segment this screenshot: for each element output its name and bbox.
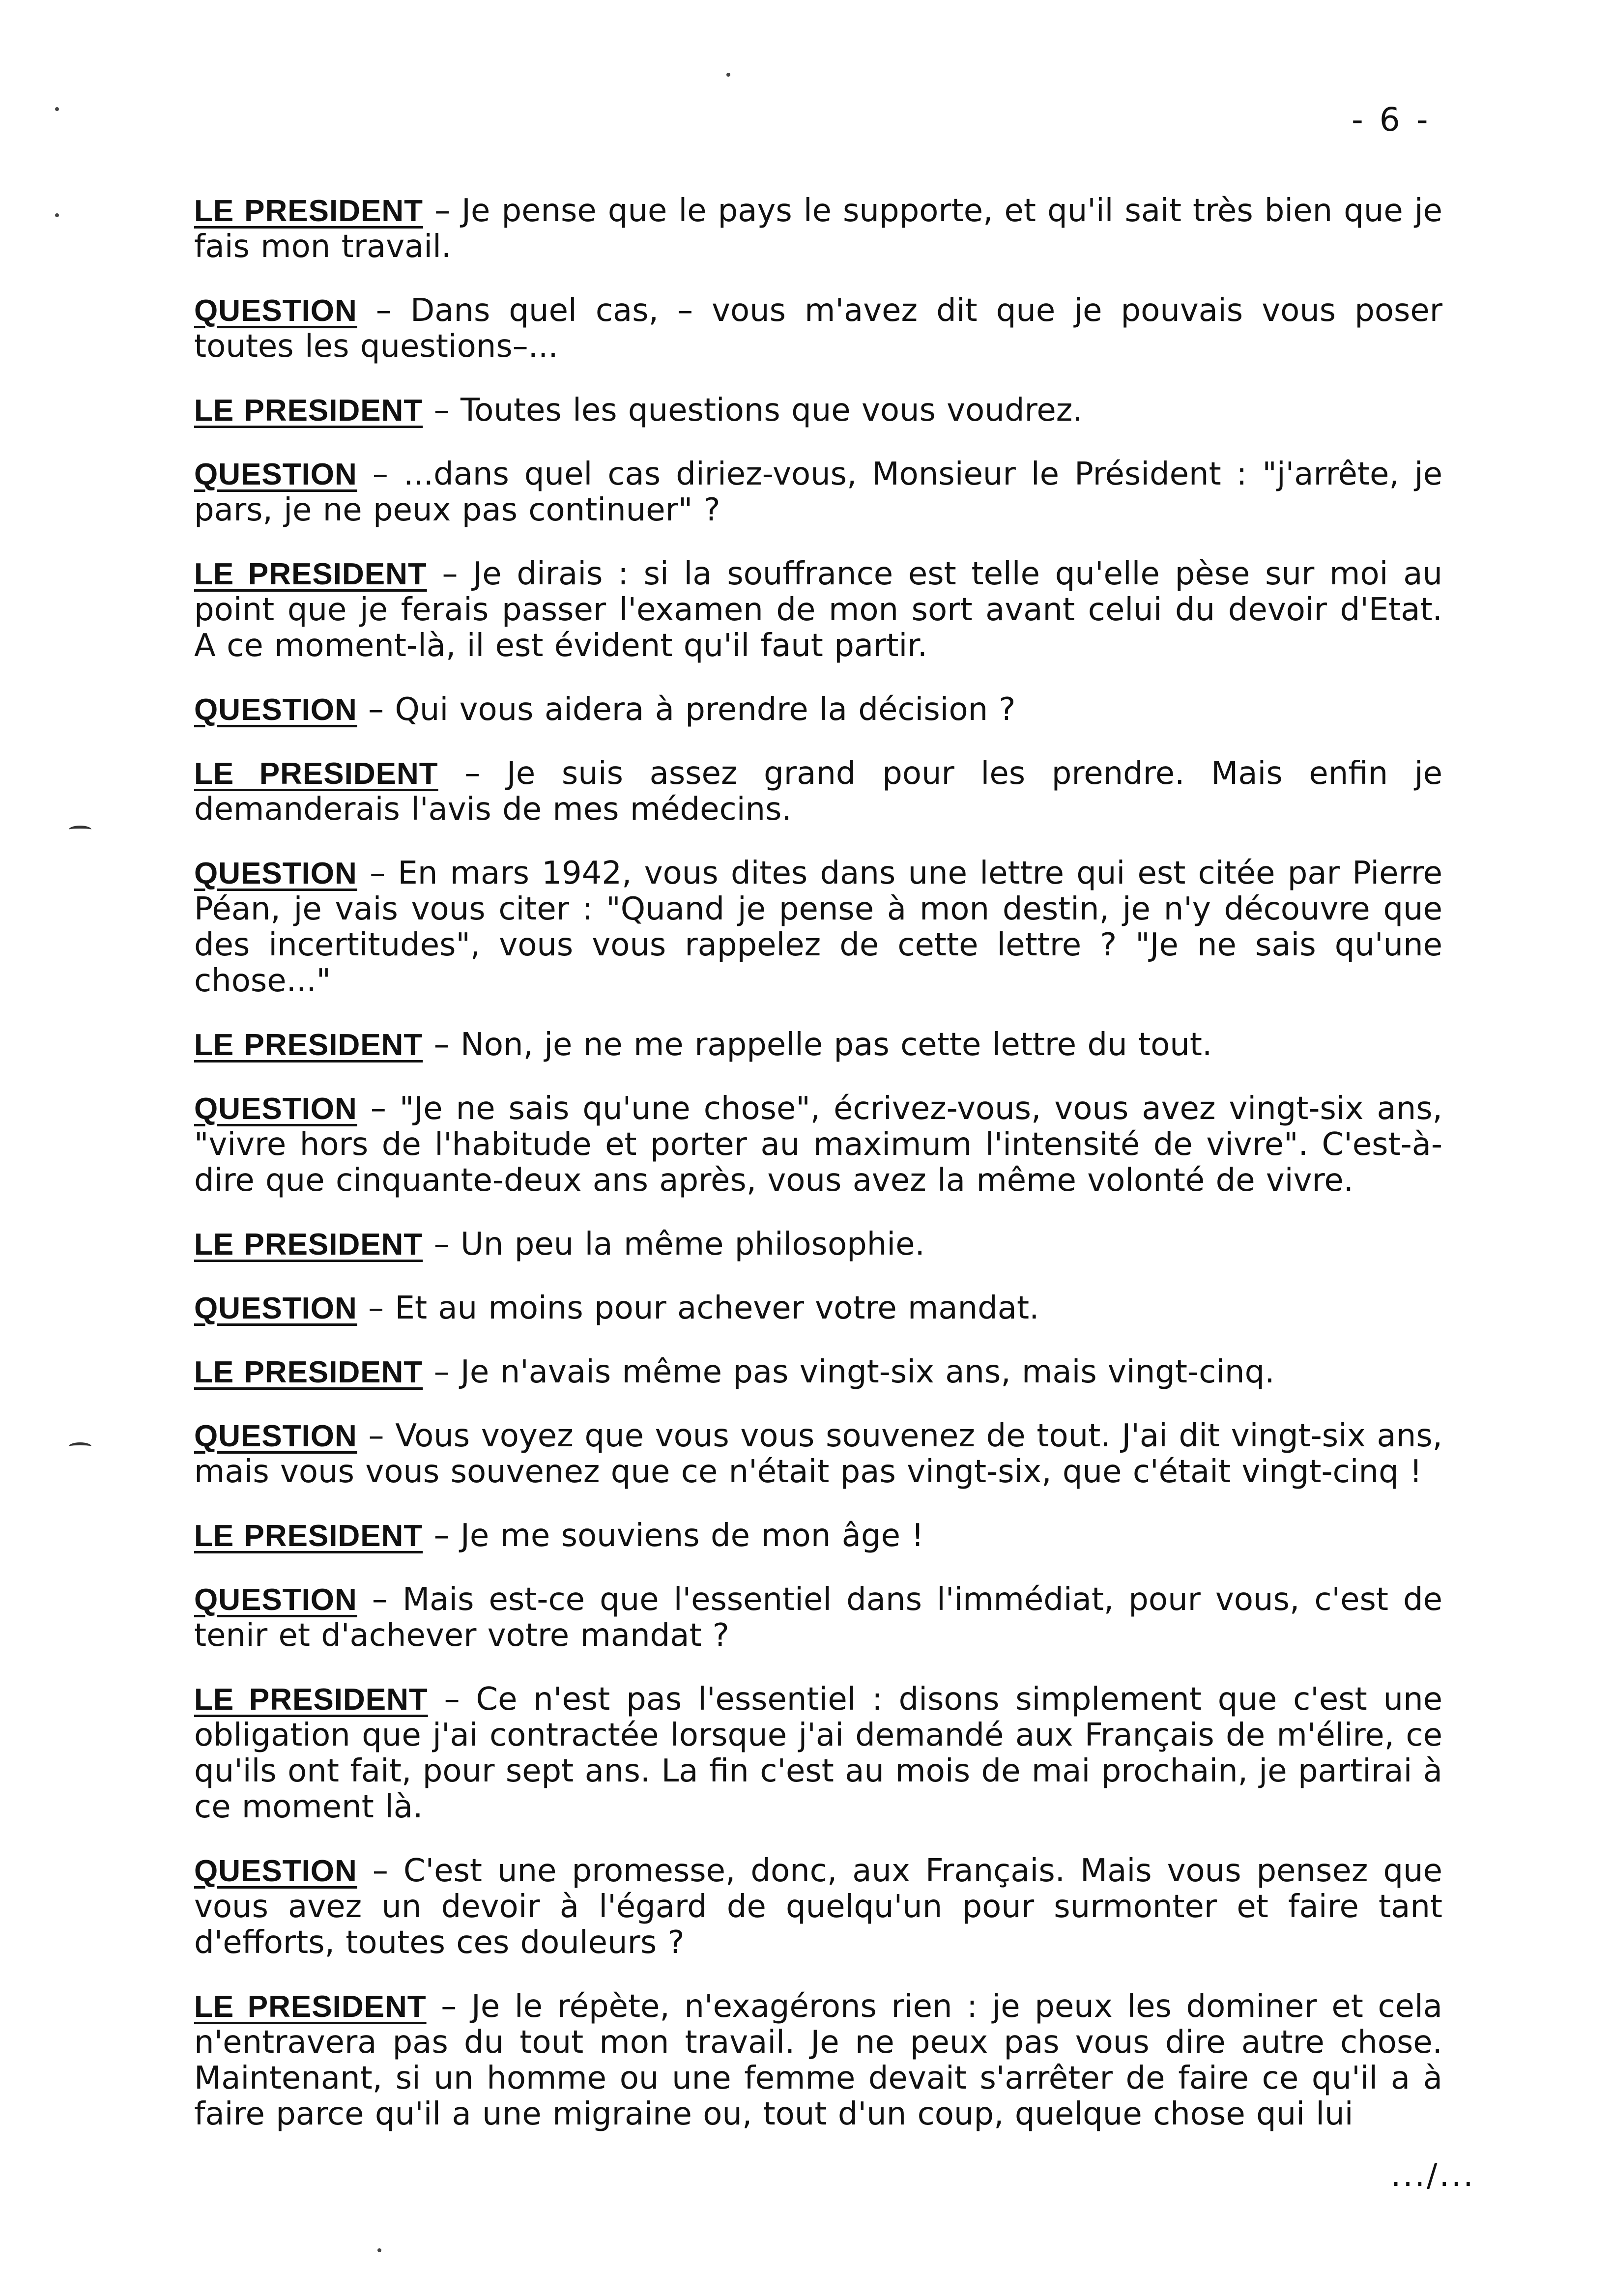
- speaker-separator: –: [438, 755, 507, 792]
- entry-text: Non, je ne me rappelle pas cette lettre du tout.: [460, 1027, 1212, 1063]
- speaker-separator: –: [423, 1027, 461, 1063]
- entry-text: "Je ne sais qu'une chose", écrivez-vous, vous avez vingt-six ans, "vivre hors de l'habitude et porter au maximum l'intensité de vivre". C'est-à-dire que cinquante-deux ans après, vous avez la même volonté de vivre.: [194, 1091, 1443, 1199]
- entry-text: Dans quel cas, – vous m'avez dit que je pouvais vous poser toutes les questions–...: [194, 292, 1443, 365]
- speaker-label: LE PRESIDENT: [194, 557, 427, 591]
- entry-text: C'est une promesse, donc, aux Français. Mais vous pensez que vous avez un devoir à l'égard de quelqu'un pour surmonter et faire tant d'efforts, toutes ces douleurs ?: [194, 1853, 1443, 1961]
- speaker-label: LE PRESIDENT: [194, 1228, 423, 1262]
- transcript-entry: [194, 1853, 1442, 1961]
- scan-dot: [726, 73, 730, 77]
- entry-text: Ce n'est pas l'essentiel : disons simplement que c'est une obligation que j'ai contractée lorsque j'ai demandé aux Français de m'élire, ce qu'ils ont fait, pour sept ans. La fin c'est au mois de mai prochain, je partirai à ce moment là.: [194, 1681, 1443, 1825]
- speaker-label: LE PRESIDENT: [194, 1990, 427, 2024]
- speaker-label: QUESTION: [194, 294, 357, 328]
- transcript-entry: [194, 393, 1442, 429]
- entry-text: Je dirais : si la souffrance est telle qu'elle pèse sur moi au point que je ferais passer l'examen de mon sort avant celui du devoir d'Etat. A ce moment-là, il est évident qu'il faut partir.: [194, 556, 1443, 664]
- continuation-mark: .../...: [1391, 2157, 1475, 2194]
- transcript-entry: [194, 293, 1442, 365]
- speaker-separator: –: [357, 1853, 403, 1889]
- speaker-separator: –: [423, 1226, 461, 1263]
- speaker-label: LE PRESIDENT: [194, 194, 424, 228]
- speaker-separator: –: [423, 392, 461, 429]
- transcript-entry: [194, 1027, 1442, 1063]
- speaker-separator: –: [426, 1988, 471, 2025]
- speaker-separator: –: [427, 556, 473, 592]
- speaker-label: QUESTION: [194, 1092, 357, 1126]
- page-number: - 6 -: [1352, 101, 1431, 139]
- speaker-separator: –: [423, 1518, 461, 1554]
- speaker-label: LE PRESIDENT: [194, 1519, 423, 1553]
- transcript-entry: [194, 1291, 1442, 1326]
- entry-text: Je n'avais même pas vingt-six ans, mais vingt-cinq.: [460, 1354, 1275, 1390]
- transcript-entry: [194, 1682, 1442, 1825]
- transcript-entry: [194, 457, 1442, 528]
- speaker-separator: –: [357, 855, 398, 891]
- speaker-separator: –: [423, 1354, 461, 1390]
- speaker-separator: –: [357, 1290, 395, 1326]
- transcript-entry: [194, 856, 1442, 999]
- entry-text: Je pense que le pays le supporte, et qu'il sait très bien que je fais mon travail.: [194, 193, 1442, 265]
- entry-text: Mais est-ce que l'essentiel dans l'immédiat, pour vous, c'est de tenir et d'achever votre mandat ?: [194, 1581, 1443, 1654]
- entry-text: Vous voyez que vous vous souvenez de tout. J'ai dit vingt-six ans, mais vous vous souvenez que ce n'était pas vingt-six, que c'était vingt-cinq !: [194, 1418, 1443, 1490]
- speaker-label: QUESTION: [194, 458, 357, 491]
- transcript-entry: [194, 1518, 1442, 1554]
- speaker-label: QUESTION: [194, 1292, 357, 1325]
- transcript-entry: [194, 193, 1442, 265]
- scan-mark: [69, 1442, 91, 1450]
- transcript-entry: [194, 756, 1442, 828]
- speaker-label: QUESTION: [194, 1583, 357, 1617]
- speaker-separator: –: [357, 292, 410, 329]
- transcript-entry: [194, 556, 1442, 664]
- entry-text: Toutes les questions que vous voudrez.: [460, 392, 1083, 429]
- speaker-label: QUESTION: [194, 1419, 357, 1453]
- entry-text: Je le répète, n'exagérons rien : je peux les dominer et cela n'entravera pas du tout mon travail. Je ne peux pas vous dire autre chose. Maintenant, si un homme ou une femme devait s'arrêter de faire ce qu'il a à faire parce qu'il a une migraine ou, tout d'un coup, quelque chose qui lui: [194, 1988, 1443, 2132]
- transcript-entry: [194, 1227, 1442, 1263]
- speaker-label: QUESTION: [194, 693, 357, 727]
- entry-text: Et au moins pour achever votre mandat.: [395, 1290, 1039, 1326]
- speaker-separator: –: [423, 193, 462, 229]
- transcript-entry: [194, 1091, 1442, 1199]
- entry-text: Un peu la même philosophie.: [460, 1226, 925, 1263]
- speaker-label: LE PRESIDENT: [194, 1028, 423, 1062]
- scan-mark: [69, 826, 91, 833]
- transcript-entry: [194, 1354, 1442, 1390]
- speaker-label: LE PRESIDENT: [194, 757, 438, 791]
- scan-dot: [55, 107, 59, 111]
- transcript-entry: [194, 1989, 1442, 2132]
- speaker-label: LE PRESIDENT: [194, 1355, 423, 1389]
- scan-dot: [55, 213, 59, 217]
- entry-text: Qui vous aidera à prendre la décision ?: [395, 691, 1016, 728]
- speaker-separator: –: [357, 691, 395, 728]
- speaker-separator: –: [357, 456, 404, 492]
- transcript: [194, 193, 1442, 2132]
- entry-text: ...dans quel cas diriez-vous, Monsieur le Président : "j'arrête, je pars, je ne peux pas continuer" ?: [194, 456, 1443, 528]
- speaker-label: QUESTION: [194, 1854, 357, 1888]
- speaker-separator: –: [357, 1581, 403, 1618]
- speaker-separator: –: [357, 1091, 400, 1127]
- transcript-entry: [194, 1582, 1442, 1654]
- scan-dot: [377, 2248, 381, 2252]
- speaker-label: LE PRESIDENT: [194, 394, 423, 428]
- speaker-label: LE PRESIDENT: [194, 1683, 428, 1717]
- transcript-entry: [194, 1418, 1442, 1490]
- speaker-label: QUESTION: [194, 857, 357, 890]
- transcript-entry: [194, 692, 1442, 728]
- entry-text: Je me souviens de mon âge !: [460, 1518, 924, 1554]
- entry-text: Je suis assez grand pour les prendre. Mais enfin je demanderais l'avis de mes médecins.: [194, 755, 1442, 828]
- entry-text: En mars 1942, vous dites dans une lettre qui est citée par Pierre Péan, je vais vous citer : "Quand je pense à mon destin, je n'y découvre que des incertitudes", vous vous rappelez de cette lettre ? "Je ne sais qu'une chose...": [194, 855, 1442, 999]
- speaker-separator: –: [357, 1418, 396, 1454]
- speaker-separator: –: [428, 1681, 476, 1718]
